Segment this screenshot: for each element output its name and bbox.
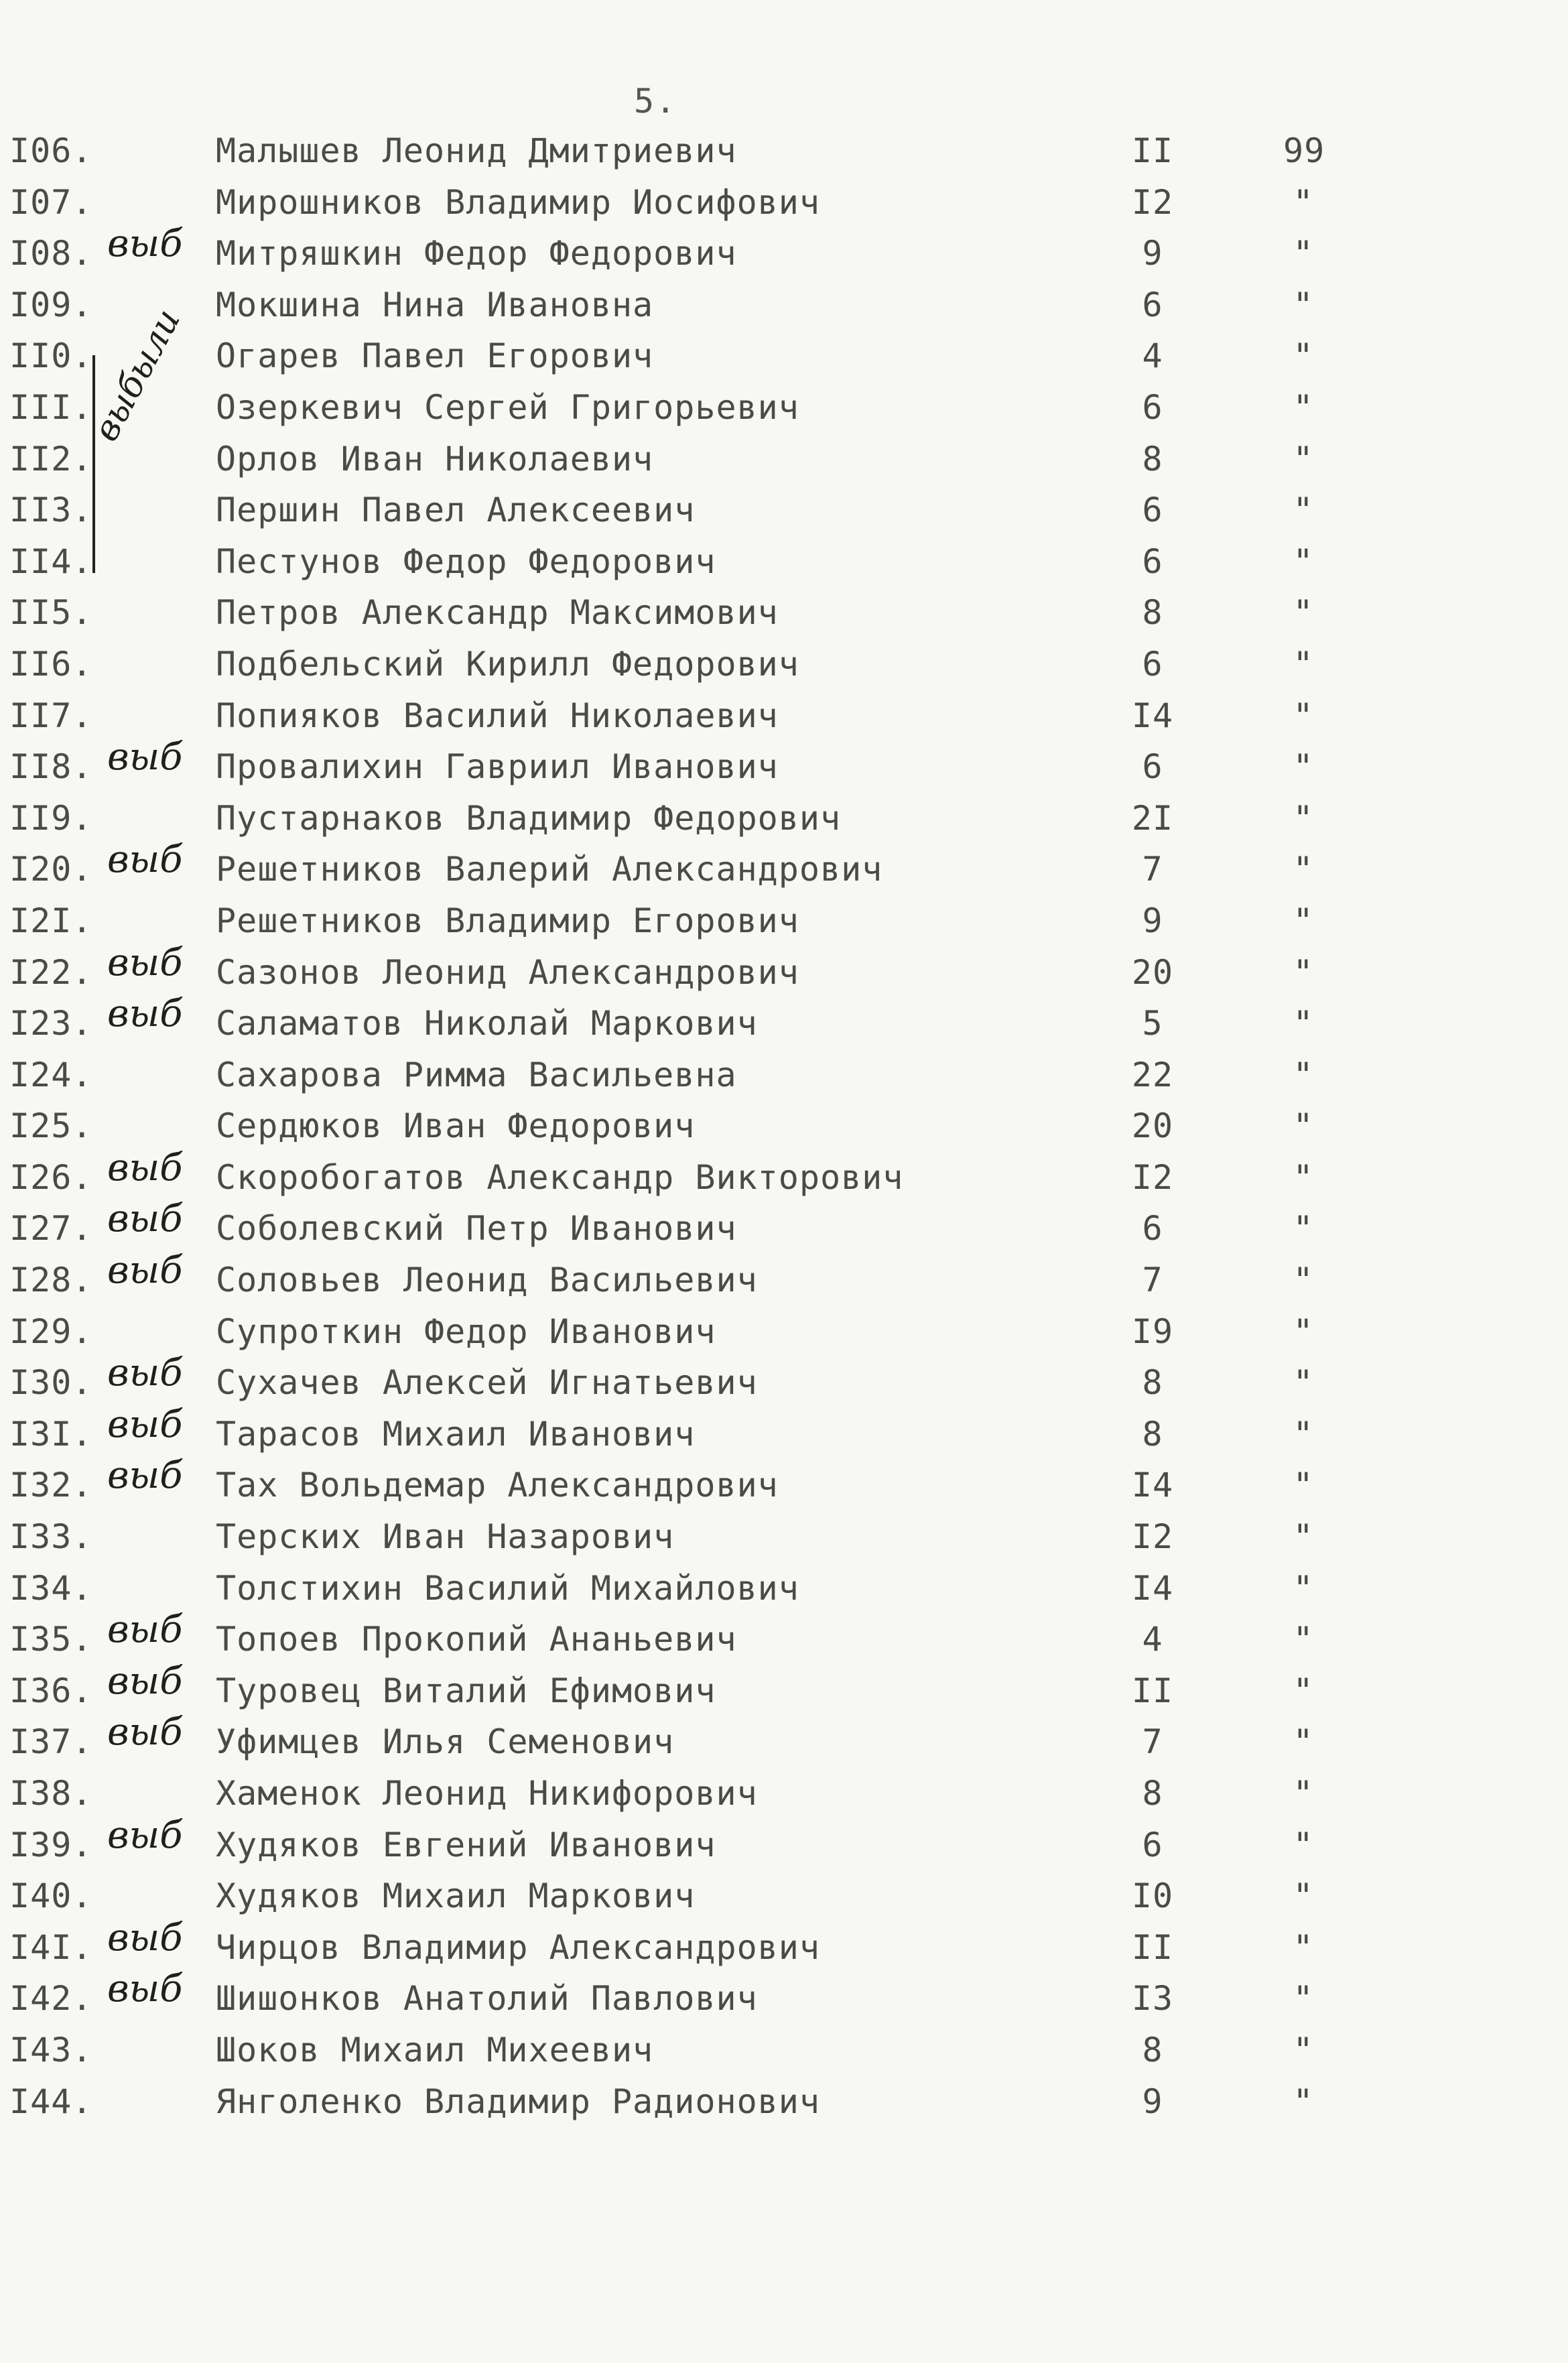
- row-number: I3I.: [9, 1414, 93, 1454]
- handwritten-note: выб: [107, 735, 183, 779]
- list-item: [0, 1710, 1568, 1774]
- row-number: II7.: [9, 696, 93, 735]
- row-number: II8.: [9, 747, 93, 787]
- count-value: 6: [1142, 1209, 1163, 1249]
- handwritten-note: выб: [107, 1710, 183, 1754]
- count-value: 8: [1142, 593, 1163, 633]
- person-name: Орлов Иван Николаевич: [216, 439, 654, 478]
- list-item: [0, 1517, 1568, 1569]
- person-name: Чирцов Владимир Александрович: [216, 1927, 820, 1967]
- count-value: I4: [1131, 696, 1174, 735]
- list-item: [0, 1774, 1568, 1826]
- count-value: 8: [1142, 2030, 1163, 2069]
- person-name: Попияков Василий Николаевич: [216, 696, 779, 735]
- ditto-mark: ": [1293, 901, 1314, 940]
- person-name: Сердюков Иван Федорович: [216, 1106, 696, 1146]
- row-number: I07.: [9, 182, 93, 222]
- row-number: I4I.: [9, 1927, 93, 1967]
- person-name: Малышев Леонид Дмитриевич: [216, 131, 737, 170]
- person-name: Саламатов Николай Маркович: [216, 1004, 758, 1043]
- ditto-mark: ": [1293, 1774, 1314, 1813]
- count-value: 4: [1142, 336, 1163, 376]
- list-item: [0, 1659, 1568, 1723]
- row-number: I43.: [9, 2030, 93, 2069]
- person-name: Сахарова Римма Васильевна: [216, 1055, 737, 1094]
- handwritten-note: выб: [107, 1915, 183, 1960]
- person-name: Огарев Павел Егорович: [216, 336, 654, 376]
- handwritten-note: выб: [107, 222, 183, 266]
- page-number: 5.: [634, 82, 677, 121]
- person-name: Подбельский Кирилл Федорович: [216, 644, 799, 684]
- row-number: I25.: [9, 1106, 93, 1146]
- ditto-mark: ": [1293, 798, 1314, 838]
- list-item: [0, 1876, 1568, 1928]
- row-number: I09.: [9, 285, 93, 324]
- count-value: 8: [1142, 439, 1163, 478]
- count-value: 8: [1142, 1414, 1163, 1454]
- list-item: [0, 1197, 1568, 1261]
- count-value: I0: [1131, 1876, 1174, 1916]
- row-number: II2.: [9, 439, 93, 478]
- handwritten-note: выб: [107, 1145, 183, 1190]
- list-item: [0, 1454, 1568, 1517]
- count-value: 6: [1142, 387, 1163, 427]
- person-name: Тах Вольдемар Александрович: [216, 1466, 779, 1505]
- ditto-mark: 99: [1283, 131, 1325, 170]
- row-number: I37.: [9, 1722, 93, 1762]
- count-value: 6: [1142, 541, 1163, 581]
- ditto-mark: ": [1293, 1466, 1314, 1505]
- count-value: 9: [1142, 2082, 1163, 2121]
- ditto-mark: ": [1293, 952, 1314, 992]
- row-number: III.: [9, 387, 93, 427]
- count-value: I2: [1131, 1517, 1174, 1557]
- row-number: II0.: [9, 336, 93, 376]
- row-number: II3.: [9, 491, 93, 530]
- ditto-mark: ": [1293, 285, 1314, 324]
- ditto-mark: ": [1293, 491, 1314, 530]
- count-value: 2I: [1131, 798, 1174, 838]
- ditto-mark: ": [1293, 1876, 1314, 1916]
- person-name: Митряшкин Федор Федорович: [216, 234, 737, 273]
- ditto-mark: ": [1293, 1209, 1314, 1249]
- list-item: [0, 1569, 1568, 1620]
- count-value: 22: [1131, 1055, 1174, 1094]
- person-name: Сухачев Алексей Игнатьевич: [216, 1363, 758, 1403]
- handwritten-note: выб: [107, 1197, 183, 1241]
- count-value: 4: [1142, 1620, 1163, 1659]
- row-number: I20.: [9, 850, 93, 889]
- list-item: [0, 1813, 1568, 1877]
- row-number: II6.: [9, 644, 93, 684]
- handwritten-note: выб: [107, 1967, 183, 2011]
- ditto-mark: ": [1293, 182, 1314, 222]
- list-item: [0, 901, 1568, 953]
- person-name: Толстихин Василий Михайлович: [216, 1568, 799, 1608]
- person-name: Сазонов Леонид Александрович: [216, 952, 799, 992]
- count-value: I2: [1131, 182, 1174, 222]
- person-name: Решетников Владимир Егорович: [216, 901, 799, 940]
- ditto-mark: ": [1293, 1414, 1314, 1454]
- ditto-mark: ": [1293, 1620, 1314, 1659]
- person-name: Хаменок Леонид Никифорович: [216, 1774, 758, 1813]
- ditto-mark: ": [1293, 1363, 1314, 1403]
- count-value: 8: [1142, 1363, 1163, 1403]
- count-value: II: [1131, 1671, 1174, 1710]
- count-value: 7: [1142, 850, 1163, 889]
- person-name: Туровец Виталий Ефимович: [216, 1671, 716, 1710]
- handwritten-note: выб: [107, 1608, 183, 1652]
- ditto-mark: ": [1293, 644, 1314, 684]
- count-value: 20: [1131, 952, 1174, 992]
- list-item: [0, 2031, 1568, 2082]
- list-item: [0, 1056, 1568, 1107]
- count-value: 5: [1142, 1004, 1163, 1043]
- list-item: [0, 131, 1568, 183]
- row-number: I22.: [9, 952, 93, 992]
- list-item: [0, 992, 1568, 1056]
- list-item: [0, 1608, 1568, 1671]
- list-item: [0, 1351, 1568, 1415]
- ditto-mark: ": [1293, 1671, 1314, 1710]
- person-name: Худяков Михаил Маркович: [216, 1876, 696, 1916]
- ditto-mark: ": [1293, 1825, 1314, 1864]
- list-item: [0, 1402, 1568, 1466]
- person-name: Провалихин Гавриил Иванович: [216, 747, 779, 787]
- row-number: I24.: [9, 1055, 93, 1094]
- count-value: 7: [1142, 1261, 1163, 1300]
- ditto-mark: ": [1293, 1312, 1314, 1351]
- count-value: 6: [1142, 1825, 1163, 1864]
- list-item: [0, 388, 1568, 440]
- handwritten-note: выб: [107, 1351, 183, 1395]
- ditto-mark: ": [1293, 439, 1314, 478]
- list-item: [0, 1249, 1568, 1312]
- person-name: Уфимцев Илья Семенович: [216, 1722, 675, 1762]
- person-name: Супроткин Федор Иванович: [216, 1312, 716, 1351]
- list-item: [0, 593, 1568, 645]
- count-value: I4: [1131, 1568, 1174, 1608]
- person-name: Петров Александр Максимович: [216, 593, 779, 633]
- ditto-mark: ": [1293, 2082, 1314, 2121]
- count-value: II: [1131, 1927, 1174, 1967]
- ditto-mark: ": [1293, 1517, 1314, 1557]
- person-name: Першин Павел Алексеевич: [216, 491, 696, 530]
- count-value: II: [1131, 131, 1174, 170]
- row-number: I06.: [9, 131, 93, 170]
- row-number: I39.: [9, 1825, 93, 1864]
- count-value: 6: [1142, 285, 1163, 324]
- person-name: Мирошников Владимир Иосифович: [216, 182, 820, 222]
- count-value: 20: [1131, 1106, 1174, 1146]
- handwritten-note: выб: [107, 1454, 183, 1498]
- row-number: I32.: [9, 1466, 93, 1505]
- person-name: Терских Иван Назарович: [216, 1517, 675, 1557]
- row-number: I40.: [9, 1876, 93, 1916]
- row-number: II5.: [9, 593, 93, 633]
- person-name: Скоробогатов Александр Викторович: [216, 1157, 904, 1197]
- name-list: [0, 131, 1568, 2133]
- count-value: I4: [1131, 1466, 1174, 1505]
- list-item: [0, 542, 1568, 594]
- list-item: [0, 1967, 1568, 2031]
- person-name: Мокшина Нина Ивановна: [216, 285, 654, 324]
- ditto-mark: ": [1293, 234, 1314, 273]
- list-item: [0, 1915, 1568, 1980]
- row-number: I36.: [9, 1671, 93, 1710]
- handwritten-note: выб: [107, 1813, 183, 1857]
- person-name: Озеркевич Сергей Григорьевич: [216, 387, 799, 427]
- count-value: 6: [1142, 747, 1163, 787]
- handwritten-note: выб: [107, 1402, 183, 1446]
- list-item: [0, 696, 1568, 748]
- count-value: 7: [1142, 1722, 1163, 1762]
- row-number: I26.: [9, 1157, 93, 1197]
- ditto-mark: ": [1293, 747, 1314, 787]
- list-item: [0, 222, 1568, 285]
- person-name: Шишонков Анатолий Павлович: [216, 1979, 758, 2019]
- list-item: [0, 285, 1568, 337]
- handwritten-note: выб: [107, 1659, 183, 1703]
- row-number: I08.: [9, 234, 93, 273]
- row-number: I38.: [9, 1774, 93, 1813]
- list-item: [0, 940, 1568, 1005]
- person-name: Пестунов Федор Федорович: [216, 541, 716, 581]
- person-name: Шоков Михаил Михеевич: [216, 2030, 654, 2069]
- ditto-mark: ": [1293, 1979, 1314, 2019]
- ditto-mark: ": [1293, 850, 1314, 889]
- side-note-handwritten: выбыли: [86, 302, 189, 448]
- row-number: II9.: [9, 798, 93, 838]
- row-number: I29.: [9, 1312, 93, 1351]
- count-value: 6: [1142, 491, 1163, 530]
- ditto-mark: ": [1293, 1004, 1314, 1043]
- ditto-mark: ": [1293, 1568, 1314, 1608]
- list-item: [0, 336, 1568, 388]
- ditto-mark: ": [1293, 541, 1314, 581]
- row-number: II4.: [9, 541, 93, 581]
- list-item: [0, 838, 1568, 901]
- count-value: 9: [1142, 234, 1163, 273]
- row-number: I44.: [9, 2082, 93, 2121]
- handwritten-note: выб: [107, 838, 183, 882]
- list-item: [0, 799, 1568, 850]
- person-name: Янголенко Владимир Радионович: [216, 2082, 820, 2121]
- person-name: Соловьев Леонид Васильевич: [216, 1261, 758, 1300]
- list-item: [0, 1106, 1568, 1158]
- count-value: 9: [1142, 901, 1163, 940]
- ditto-mark: ": [1293, 593, 1314, 633]
- count-value: I9: [1131, 1312, 1174, 1351]
- handwritten-note: выб: [107, 1249, 183, 1293]
- list-item: [0, 1145, 1568, 1210]
- row-number: I28.: [9, 1261, 93, 1300]
- row-number: I27.: [9, 1209, 93, 1249]
- list-item: [0, 491, 1568, 542]
- ditto-mark: ": [1293, 696, 1314, 735]
- ditto-mark: ": [1293, 336, 1314, 376]
- count-value: 6: [1142, 644, 1163, 684]
- person-name: Топоев Прокопий Ананьевич: [216, 1620, 737, 1659]
- handwritten-note: выб: [107, 940, 183, 984]
- handwritten-note: выб: [107, 992, 183, 1036]
- list-item: [0, 2082, 1568, 2134]
- person-name: Худяков Евгений Иванович: [216, 1825, 716, 1864]
- list-item: [0, 183, 1568, 235]
- person-name: Тарасов Михаил Иванович: [216, 1414, 696, 1454]
- row-number: I33.: [9, 1517, 93, 1557]
- ditto-mark: ": [1293, 1261, 1314, 1300]
- person-name: Пустарнаков Владимир Федорович: [216, 798, 842, 838]
- row-number: I23.: [9, 1004, 93, 1043]
- list-item: [0, 645, 1568, 696]
- ditto-mark: ": [1293, 2030, 1314, 2069]
- person-name: Решетников Валерий Александрович: [216, 850, 883, 889]
- row-number: I34.: [9, 1568, 93, 1608]
- row-number: I30.: [9, 1363, 93, 1403]
- list-item: [0, 440, 1568, 491]
- count-value: I2: [1131, 1157, 1174, 1197]
- ditto-mark: ": [1293, 387, 1314, 427]
- count-value: I3: [1131, 1979, 1174, 2019]
- ditto-mark: ": [1293, 1106, 1314, 1146]
- list-item: [0, 735, 1568, 799]
- row-number: I35.: [9, 1620, 93, 1659]
- row-number: I42.: [9, 1979, 93, 2019]
- ditto-mark: ": [1293, 1055, 1314, 1094]
- row-number: I2I.: [9, 901, 93, 940]
- list-item: [0, 1312, 1568, 1364]
- ditto-mark: ": [1293, 1722, 1314, 1762]
- person-name: Соболевский Петр Иванович: [216, 1209, 737, 1249]
- ditto-mark: ": [1293, 1927, 1314, 1967]
- ditto-mark: ": [1293, 1157, 1314, 1197]
- count-value: 8: [1142, 1774, 1163, 1813]
